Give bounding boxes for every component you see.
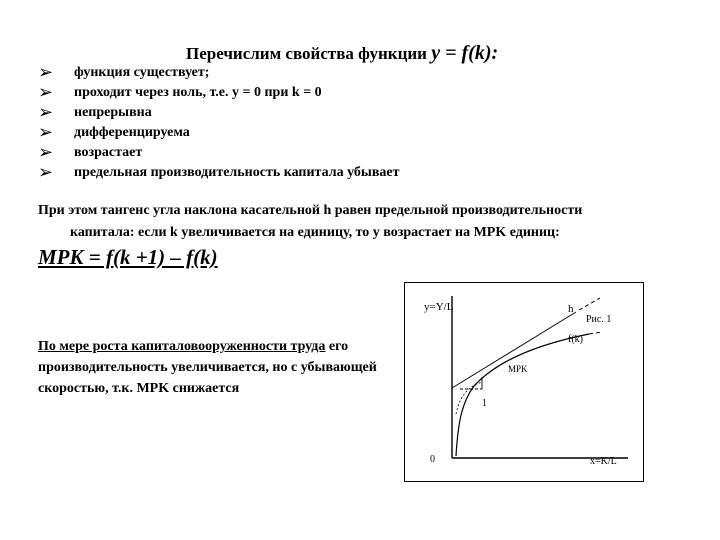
curve-label: f(k): [568, 334, 583, 345]
arrow-bullet-icon: ➢: [38, 162, 54, 183]
mpk-formula: MPK = f(k +1) – f(k): [38, 245, 218, 269]
paragraph-line-1: При этом тангенс угла наклона касательной h равен предельной производительности: [38, 203, 583, 218]
title-text: Перечислим свойства функции: [186, 44, 427, 63]
paragraph-line-2: капитала: если k увеличивается на единицу, то y возрастает на MPK единиц:: [70, 225, 560, 240]
arrow-bullet-icon: ➢: [38, 62, 54, 83]
production-function-graph: [404, 282, 644, 482]
arrow-bullet-icon: ➢: [38, 82, 54, 103]
list-item: ➢ предельная производительность капитала убывает: [38, 162, 400, 183]
figure-label: Рис. 1: [586, 314, 612, 325]
tangent-label: h: [568, 303, 574, 315]
x-axis-label: x=K/L: [590, 456, 617, 467]
curve-extension: [589, 332, 602, 334]
arrow-bullet-icon: ➢: [38, 142, 54, 163]
one-label: 1: [482, 398, 487, 409]
list-item: ➢ возрастает: [38, 142, 143, 163]
note-rest: его производительность увеличивается, но с убывающей скоростью, т.к. MPK снижается: [38, 339, 377, 396]
tangent-line: [452, 312, 576, 388]
y-axis-label: y=Y/L: [424, 301, 454, 313]
slide-title: [186, 42, 498, 65]
list-item: ➢ дифференцируема: [38, 122, 190, 143]
arrow-bullet-icon: ➢: [38, 102, 54, 123]
tangent-paragraph: [38, 200, 678, 244]
list-item: ➢ проходит через ноль, т.е. y = 0 при k = 0: [38, 82, 322, 103]
note-underlined: По мере роста капиталовооруженности труда: [38, 339, 326, 354]
mpk-label: MPK: [508, 364, 528, 374]
tangent-extension: [579, 298, 600, 310]
origin-label: 0: [430, 454, 435, 465]
title-function: y = f(k):: [431, 42, 499, 64]
production-curve: [456, 334, 589, 456]
list-item: ➢ функция существует;: [38, 62, 210, 83]
arrow-bullet-icon: ➢: [38, 122, 54, 143]
conclusion-note: [38, 336, 378, 399]
list-item: ➢ непрерывна: [38, 102, 152, 123]
lower-dashed-curve: [456, 382, 482, 414]
properties-list: [38, 63, 399, 183]
